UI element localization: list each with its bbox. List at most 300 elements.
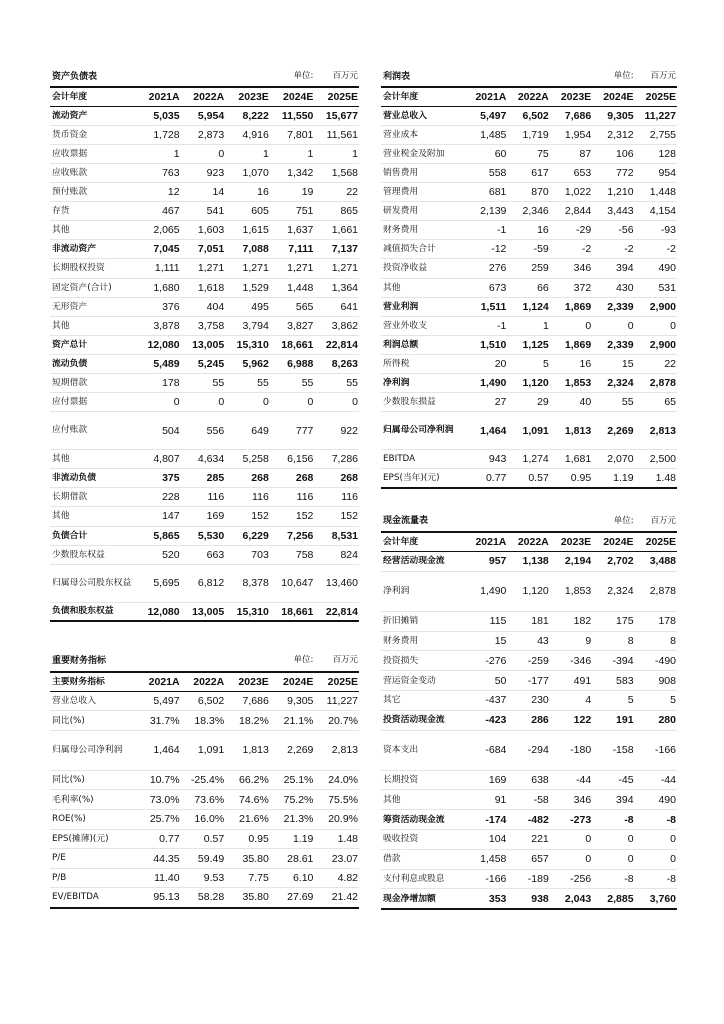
table-row [381, 830, 677, 850]
cell-value: 4,807 [136, 450, 181, 469]
cell-value: 87 [550, 144, 592, 163]
row-label: EPS(当年)(元) [381, 469, 465, 488]
table-row [381, 144, 677, 163]
cell-value: 122 [550, 710, 592, 730]
cell-value: 0 [550, 830, 592, 850]
row-label: 研发费用 [381, 202, 465, 221]
table-row [381, 730, 677, 770]
cell-value: 1,853 [550, 571, 592, 611]
row-label: 同比(%) [50, 770, 136, 790]
cell-value: -256 [550, 869, 592, 889]
cell-value: 7,137 [314, 240, 359, 259]
cell-value: 703 [225, 545, 270, 564]
cell-value: 520 [136, 545, 181, 564]
cell-value: 1 [136, 144, 181, 163]
cell-value: 152 [225, 507, 270, 526]
column-header-year: 2021A [465, 532, 507, 552]
row-label: 应付账款 [50, 412, 136, 450]
cell-value: 11.40 [136, 868, 181, 888]
row-label: 其他 [50, 507, 136, 526]
cell-value: 16 [550, 354, 592, 373]
table-row [381, 240, 677, 259]
cell-value: 21.3% [270, 810, 315, 830]
cell-value: 1,271 [314, 259, 359, 278]
table-row [381, 221, 677, 240]
table-title-row [381, 68, 677, 87]
cell-value: 2,878 [635, 571, 677, 611]
cell-value: 0.77 [136, 829, 181, 849]
unit-value: 百万元 [650, 71, 676, 82]
cell-value: 1,813 [550, 412, 592, 450]
cell-value: 10.7% [136, 770, 181, 790]
cell-value: 2,269 [592, 412, 634, 450]
cell-value: 20 [465, 354, 507, 373]
table-row [50, 374, 359, 393]
cell-value: 758 [270, 545, 315, 564]
row-label: 减值损失合计 [381, 240, 465, 259]
cell-value: 7.75 [225, 868, 270, 888]
row-label: 其他 [50, 316, 136, 335]
cell-value: 5,865 [136, 526, 181, 545]
cell-value: 27.69 [270, 888, 315, 908]
table-row [50, 202, 359, 221]
cell-value: 221 [507, 830, 549, 850]
column-header-year: 2022A [181, 672, 226, 692]
cell-value: 1,813 [225, 730, 270, 770]
cell-value: 490 [635, 790, 677, 810]
cell-value: 16.0% [181, 810, 226, 830]
cell-value: 1,448 [270, 278, 315, 297]
column-header-year: 2025E [314, 87, 359, 106]
row-label: 应付票据 [50, 393, 136, 412]
cell-value: 128 [635, 144, 677, 163]
cell-value: 29 [507, 393, 549, 412]
table-title: 资产负债表 [52, 71, 98, 82]
cell-value: 7,256 [270, 526, 315, 545]
table-row [50, 297, 359, 316]
cell-value: 44.35 [136, 849, 181, 869]
cell-value: 31.7% [136, 711, 181, 731]
cell-value: 2,878 [635, 374, 677, 393]
table-row [381, 631, 677, 651]
cell-value: -1 [465, 221, 507, 240]
table-row [381, 393, 677, 412]
table-header-row [381, 87, 677, 106]
column-header-year: 2025E [314, 672, 359, 692]
row-label: 净利润 [381, 374, 465, 393]
table-row [381, 889, 677, 909]
cell-value: 9 [550, 631, 592, 651]
cell-value: 558 [465, 163, 507, 182]
cell-value: 12,080 [136, 335, 181, 354]
cell-value: 491 [550, 671, 592, 691]
cell-value: 1,458 [465, 849, 507, 869]
table-row [50, 711, 359, 731]
cell-value: -8 [635, 810, 677, 830]
cell-value: -44 [635, 770, 677, 790]
cell-value: 55 [270, 374, 315, 393]
cell-value: 8 [635, 631, 677, 651]
row-label: 归属母公司净利润 [50, 730, 136, 770]
cell-value: 22 [314, 183, 359, 202]
table-row [50, 849, 359, 869]
cell-value: 5,497 [136, 691, 181, 711]
cell-value: 191 [592, 710, 634, 730]
table-row [50, 469, 359, 488]
cell-value: 1.19 [270, 829, 315, 849]
table-row [381, 869, 677, 889]
cell-value: 0.95 [550, 469, 592, 488]
cell-value: 12,080 [136, 602, 181, 621]
cell-value: -59 [507, 240, 549, 259]
cell-value: 0 [592, 849, 634, 869]
table-row [381, 183, 677, 202]
table-title-row [381, 512, 677, 532]
row-label: P/E [50, 849, 136, 869]
cell-value: 13,005 [181, 602, 226, 621]
cell-value: 12 [136, 183, 181, 202]
cell-value: 11,227 [635, 106, 677, 125]
cell-value: 865 [314, 202, 359, 221]
row-label: 毛利率(%) [50, 790, 136, 810]
column-header-year: 2023E [225, 87, 270, 106]
table-row [50, 316, 359, 335]
cell-value: 4 [550, 691, 592, 711]
table-row [381, 810, 677, 830]
cell-value: 3,794 [225, 316, 270, 335]
cell-value: 1,511 [465, 297, 507, 316]
cell-value: 1,271 [225, 259, 270, 278]
column-header-year: 2024E [270, 87, 315, 106]
cell-value: 957 [465, 552, 507, 572]
table-row [50, 888, 359, 908]
table-header-row [381, 532, 677, 552]
table-row [50, 602, 359, 621]
cell-value: 565 [270, 297, 315, 316]
cell-value: 908 [635, 671, 677, 691]
cell-value: 1,728 [136, 125, 181, 144]
cell-value: 5,489 [136, 354, 181, 373]
income-statement-table [381, 68, 677, 489]
row-label: 资本支出 [381, 730, 465, 770]
cell-value: -56 [592, 221, 634, 240]
row-label: 支付利息或股息 [381, 869, 465, 889]
column-header-year: 2023E [225, 672, 270, 692]
table-row [381, 671, 677, 691]
cash-flow-table [381, 512, 677, 910]
cell-value: 1,464 [465, 412, 507, 450]
cell-value: -189 [507, 869, 549, 889]
cell-value: 346 [550, 259, 592, 278]
column-header-year: 2021A [136, 672, 181, 692]
column-header-label: 主要财务指标 [50, 672, 136, 692]
cell-value: 13,005 [181, 335, 226, 354]
column-header-year: 2023E [550, 87, 592, 106]
cell-value: 7,051 [181, 240, 226, 259]
row-label: 负债合计 [50, 526, 136, 545]
cell-value: -423 [465, 710, 507, 730]
cell-value: 1,510 [465, 335, 507, 354]
table-row [381, 412, 677, 450]
row-label: 非流动资产 [50, 240, 136, 259]
cell-value: 1,529 [225, 278, 270, 297]
row-label: 投资损失 [381, 651, 465, 671]
cell-value: 55 [225, 374, 270, 393]
table-row [50, 125, 359, 144]
table-row [381, 611, 677, 631]
cell-value: 75.2% [270, 790, 315, 810]
cell-value: 3,760 [635, 889, 677, 909]
cell-value: 541 [181, 202, 226, 221]
row-label: 归属母公司净利润 [381, 412, 465, 450]
row-label: EV/EBITDA [50, 888, 136, 908]
cell-value: 5 [507, 354, 549, 373]
row-label: 少数股东损益 [381, 393, 465, 412]
cell-value: 6,812 [181, 564, 226, 602]
row-label: 流动资产 [50, 106, 136, 125]
row-label: 流动负债 [50, 354, 136, 373]
cell-value: -58 [507, 790, 549, 810]
cell-value: 1,490 [465, 374, 507, 393]
table-row [50, 691, 359, 711]
cell-value: 2,312 [592, 125, 634, 144]
row-label: 利润总额 [381, 335, 465, 354]
row-label: 吸收投资 [381, 830, 465, 850]
table-row [381, 571, 677, 611]
column-header-year: 2022A [507, 532, 549, 552]
cell-value: 649 [225, 412, 270, 450]
cell-value: 10,647 [270, 564, 315, 602]
cell-value: 152 [314, 507, 359, 526]
cell-value: 1,719 [507, 125, 549, 144]
cell-value: 824 [314, 545, 359, 564]
cell-value: 9,305 [270, 691, 315, 711]
row-label: 净利润 [381, 571, 465, 611]
cell-value: 3,488 [635, 552, 677, 572]
unit-label: 单位: [293, 655, 314, 666]
row-label: 预付账款 [50, 183, 136, 202]
cell-value: -174 [465, 810, 507, 830]
cell-value: 58.28 [181, 888, 226, 908]
cell-value: 13,460 [314, 564, 359, 602]
cell-value: 376 [136, 297, 181, 316]
cell-value: 0 [225, 393, 270, 412]
cell-value: 268 [314, 469, 359, 488]
cell-value: 2,702 [592, 552, 634, 572]
table-title: 现金流量表 [383, 516, 429, 527]
row-label: 固定资产(合计) [50, 278, 136, 297]
cell-value: 9.53 [181, 868, 226, 888]
row-label: ROE(%) [50, 810, 136, 830]
table-row [50, 829, 359, 849]
cell-value: 2,324 [592, 571, 634, 611]
cell-value: 1,681 [550, 450, 592, 469]
table-title: 重要财务指标 [52, 656, 107, 667]
cell-value: 5,530 [181, 526, 226, 545]
cell-value: 0 [314, 393, 359, 412]
cell-value: 35.80 [225, 888, 270, 908]
cell-value: 0.95 [225, 829, 270, 849]
cell-value: -276 [465, 651, 507, 671]
cell-value: 0 [550, 849, 592, 869]
column-header-year: 2024E [270, 672, 315, 692]
cell-value: 5,497 [465, 106, 507, 125]
column-header-year: 2025E [635, 87, 677, 106]
cell-value: 504 [136, 412, 181, 450]
cell-value: 60 [465, 144, 507, 163]
cell-value: 3,827 [270, 316, 315, 335]
cell-value: 375 [136, 469, 181, 488]
cell-value: 7,801 [270, 125, 315, 144]
cell-value: 116 [225, 488, 270, 507]
cell-value: 3,862 [314, 316, 359, 335]
column-header-label: 会计年度 [381, 87, 465, 106]
cell-value: -44 [550, 770, 592, 790]
column-header-year: 2025E [635, 532, 677, 552]
table-row [50, 526, 359, 545]
table-row [381, 316, 677, 335]
row-label: P/B [50, 868, 136, 888]
unit-label: 单位: [613, 71, 634, 82]
row-label: 无形资产 [50, 297, 136, 316]
table-row [381, 297, 677, 316]
cell-value: 0.77 [465, 469, 507, 488]
cell-value: 280 [635, 710, 677, 730]
table-row [50, 259, 359, 278]
cell-value: 50 [465, 671, 507, 691]
cell-value: -346 [550, 651, 592, 671]
cell-value: 285 [181, 469, 226, 488]
row-label: 归属母公司股东权益 [50, 564, 136, 602]
row-label: 货币资金 [50, 125, 136, 144]
cell-value: 1,125 [507, 335, 549, 354]
cell-value: 2,065 [136, 221, 181, 240]
cell-value: 430 [592, 278, 634, 297]
table-row [381, 710, 677, 730]
cell-value: 116 [314, 488, 359, 507]
table-header-row [50, 672, 359, 692]
cell-value: 663 [181, 545, 226, 564]
row-label: 其他 [50, 450, 136, 469]
cell-value: 11,561 [314, 125, 359, 144]
row-label: 营运资金变动 [381, 671, 465, 691]
cell-value: 106 [592, 144, 634, 163]
cell-value: 22,814 [314, 335, 359, 354]
row-label: 少数股东权益 [50, 545, 136, 564]
cell-value: 181 [507, 611, 549, 631]
cell-value: 9,305 [592, 106, 634, 125]
cell-value: 268 [225, 469, 270, 488]
cell-value: -8 [592, 810, 634, 830]
row-label: 存货 [50, 202, 136, 221]
table-row [50, 450, 359, 469]
cell-value: 25.1% [270, 770, 315, 790]
column-header-year: 2024E [592, 532, 634, 552]
cell-value: 1,603 [181, 221, 226, 240]
cell-value: 617 [507, 163, 549, 182]
cell-value: 641 [314, 297, 359, 316]
table-row [50, 221, 359, 240]
cell-value: 2,900 [635, 297, 677, 316]
cell-value: -45 [592, 770, 634, 790]
unit-value: 百万元 [332, 71, 358, 82]
table-row [50, 393, 359, 412]
cell-value: 18,661 [270, 602, 315, 621]
cell-value: 152 [270, 507, 315, 526]
column-header-year: 2024E [592, 87, 634, 106]
cell-value: 259 [507, 259, 549, 278]
cell-value: 1,637 [270, 221, 315, 240]
cell-value: 28.61 [270, 849, 315, 869]
table-row [50, 278, 359, 297]
cell-value: -166 [635, 730, 677, 770]
table-row [381, 651, 677, 671]
cell-value: 1,853 [550, 374, 592, 393]
cell-value: 2,070 [592, 450, 634, 469]
cell-value: 2,139 [465, 202, 507, 221]
row-label: EBITDA [381, 450, 465, 469]
cell-value: 16 [507, 221, 549, 240]
cell-value: 7,686 [550, 106, 592, 125]
cell-value: 175 [592, 611, 634, 631]
cell-value: 15,310 [225, 602, 270, 621]
row-label: 其他 [381, 278, 465, 297]
cell-value: 1,124 [507, 297, 549, 316]
cell-value: 1,485 [465, 125, 507, 144]
cell-value: 1,070 [225, 163, 270, 182]
cell-value: 1.48 [635, 469, 677, 488]
cell-value: 15,677 [314, 106, 359, 125]
row-label: 营业总收入 [50, 691, 136, 711]
cell-value: 27 [465, 393, 507, 412]
cell-value: 182 [550, 611, 592, 631]
cell-value: -158 [592, 730, 634, 770]
cell-value: 4,634 [181, 450, 226, 469]
cell-value: -394 [592, 651, 634, 671]
table-row [381, 450, 677, 469]
cell-value: 0 [550, 316, 592, 335]
column-header-year: 2022A [181, 87, 226, 106]
table-title: 利润表 [383, 71, 411, 82]
cell-value: 0.57 [181, 829, 226, 849]
cell-value: 5,954 [181, 106, 226, 125]
table-row [50, 488, 359, 507]
cell-value: -2 [550, 240, 592, 259]
cell-value: 1,661 [314, 221, 359, 240]
cell-value: -1 [465, 316, 507, 335]
cell-value: 8,531 [314, 526, 359, 545]
cell-value: 353 [465, 889, 507, 909]
cell-value: 751 [270, 202, 315, 221]
row-label: 其他 [50, 221, 136, 240]
cell-value: 1,618 [181, 278, 226, 297]
row-label: 短期借款 [50, 374, 136, 393]
table-row [381, 259, 677, 278]
cell-value: 531 [635, 278, 677, 297]
cell-value: 21.42 [314, 888, 359, 908]
cell-value: 763 [136, 163, 181, 182]
cell-value: -2 [635, 240, 677, 259]
table-row [50, 545, 359, 564]
cell-value: 1,490 [465, 571, 507, 611]
row-label: 非流动负债 [50, 469, 136, 488]
cell-value: 1,091 [181, 730, 226, 770]
cell-value: 5 [592, 691, 634, 711]
table-row [381, 552, 677, 572]
cell-value: 1 [314, 144, 359, 163]
cell-value: 6.10 [270, 868, 315, 888]
row-label: 其他 [381, 790, 465, 810]
